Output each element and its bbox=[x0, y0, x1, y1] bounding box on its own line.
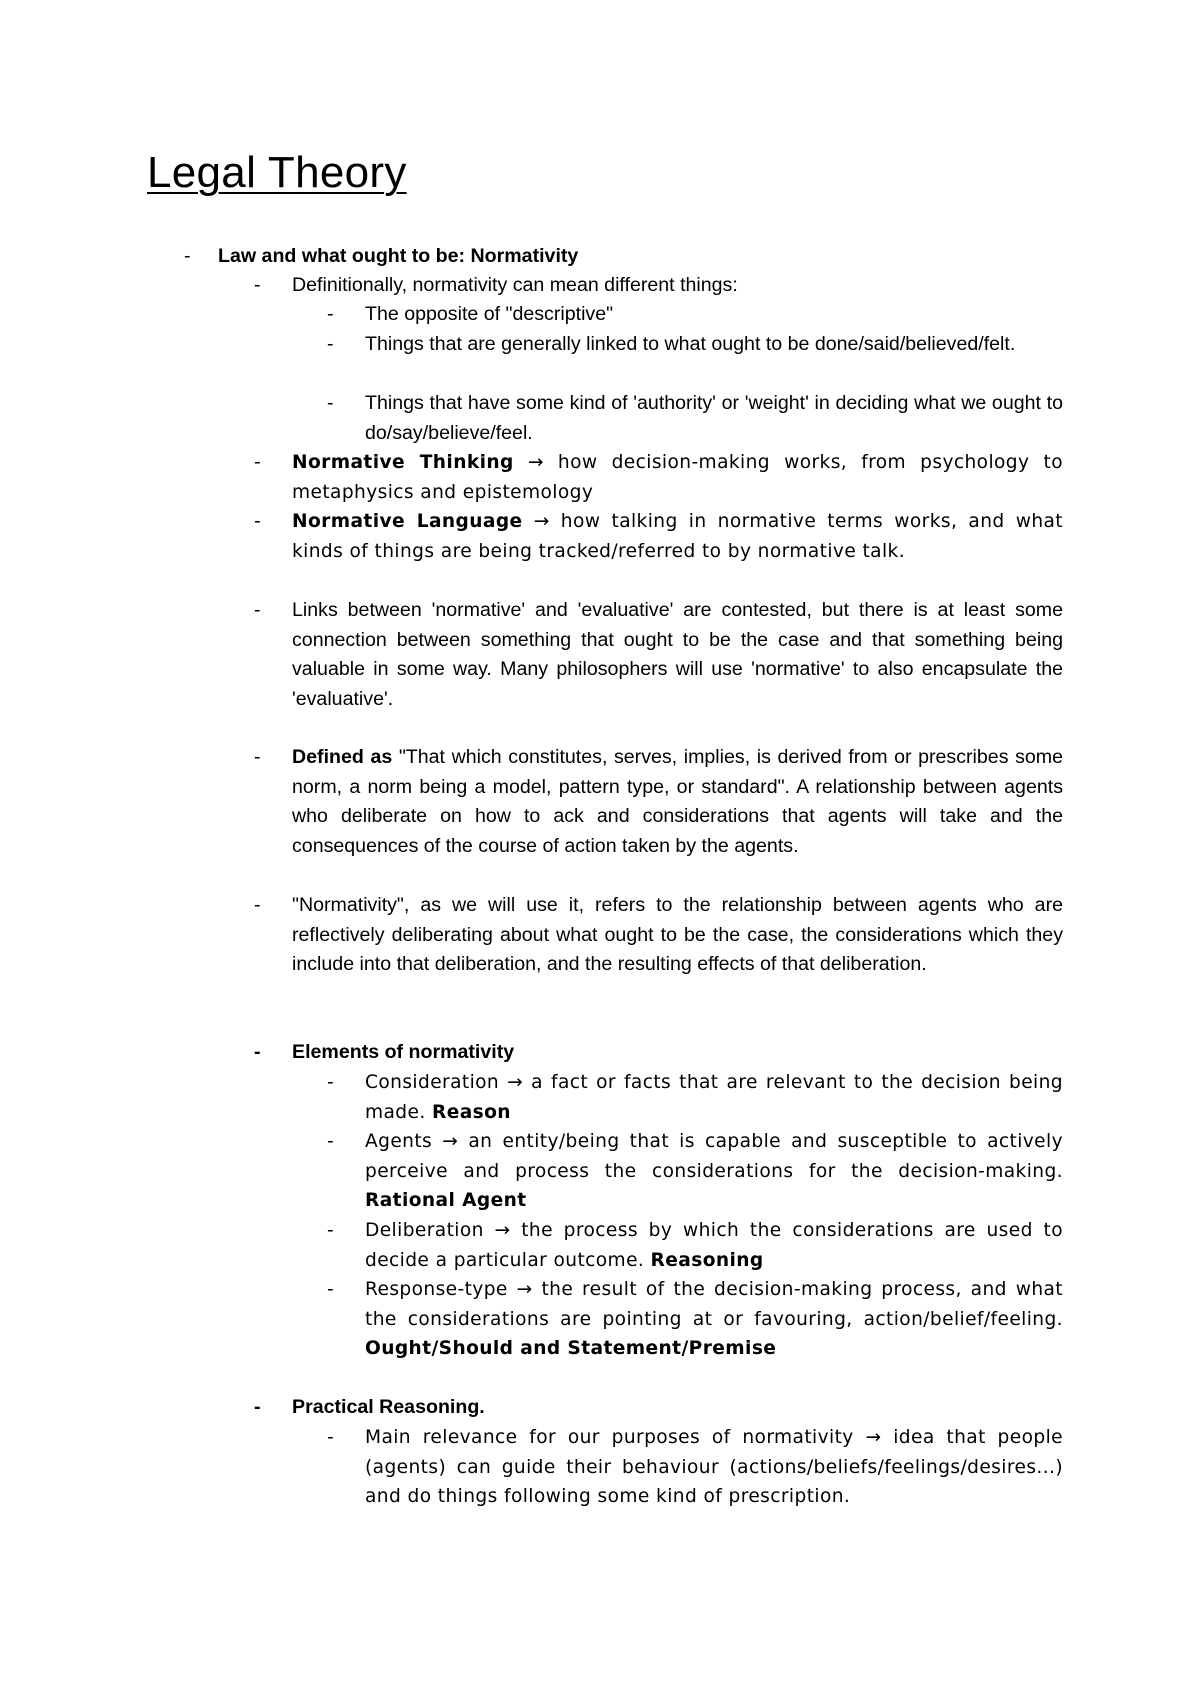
bullet-dash: - bbox=[254, 599, 261, 621]
agents-term: Rational Agent bbox=[365, 1190, 527, 1211]
heading-normativity-text: Law and what ought to be: Normativity bbox=[218, 245, 579, 267]
elements-heading bbox=[292, 1038, 1063, 1068]
elements-heading-text: Elements of normativity bbox=[292, 1041, 515, 1063]
normative-language-text bbox=[292, 507, 1063, 566]
bullet-dash: - bbox=[184, 245, 191, 267]
normative-thinking-body: → how decision-making works, from psychology to metaphysics and epistemology bbox=[292, 452, 1063, 503]
meaning-2-text: Things that are generally linked to what ought to be done/said/believed/felt. bbox=[365, 333, 1016, 355]
consideration-term: Reason bbox=[431, 1101, 511, 1123]
normative-thinking-label: Normative Thinking bbox=[292, 452, 514, 473]
bullet-dash: - bbox=[327, 1427, 335, 1448]
bullet-dash-bold: - bbox=[254, 1041, 261, 1063]
links-text: Links between 'normative' and 'evaluative' are contested, but there is at least some connection between something that ought to be the case and that something being valuable in some way. Many philosophers will use 'normative' to also encapsulate the 'evaluative'. bbox=[292, 599, 1063, 710]
agents-body: Agents → an entity/being that is capable and susceptible to actively perceive and process the considerations for the decision-making. bbox=[365, 1131, 1063, 1182]
bullet-dash: - bbox=[327, 1220, 335, 1241]
bullet-dash: - bbox=[327, 392, 334, 414]
meaning-1-text: The opposite of "descriptive" bbox=[365, 303, 614, 325]
response-type-body: Response-type → the result of the decision-making process, and what the considerations are pointing at or favouring, action/belief/feeling. bbox=[365, 1279, 1063, 1330]
bullet-dash: - bbox=[254, 452, 262, 473]
consideration-text bbox=[365, 1068, 1063, 1127]
meaning-3-text: Things that have some kind of 'authority' or 'weight' in deciding what we ought to do/say/believe/feel. bbox=[365, 392, 1063, 444]
deliberation-text bbox=[365, 1216, 1063, 1275]
defined-as-label: Defined as bbox=[292, 746, 393, 768]
definitionally-text: Definitionally, normativity can mean different things: bbox=[292, 274, 738, 296]
consideration-body: Consideration → a fact or facts that are relevant to the decision being made. bbox=[365, 1072, 1063, 1123]
bullet-dash bbox=[254, 1038, 261, 1068]
bullet-dash: - bbox=[327, 333, 334, 355]
practical-heading-text: Practical Reasoning. bbox=[292, 1396, 485, 1418]
bullet-dash: - bbox=[327, 1279, 335, 1300]
bullet-dash: - bbox=[327, 1131, 335, 1152]
response-type-term: Ought/Should and Statement/Premise bbox=[365, 1338, 777, 1359]
bullet-dash: - bbox=[254, 894, 261, 916]
deliberation-term: Reasoning bbox=[650, 1249, 764, 1271]
response-type-text bbox=[365, 1275, 1063, 1364]
normative-language-label: Normative Language bbox=[292, 511, 523, 532]
heading-normativity bbox=[218, 242, 818, 272]
normativity-use-text: "Normativity", as we will use it, refers to the relationship between agents who are reflectively deliberating about what ought to be the case, the considerations which they include into that deliberation, and the resulting effects of that deliberation. bbox=[292, 894, 1063, 975]
bullet-dash: - bbox=[254, 511, 262, 532]
agents-text bbox=[365, 1127, 1063, 1216]
bullet-dash: - bbox=[327, 303, 334, 325]
practical-relevance-text: Main relevance for our purposes of normativity → idea that people (agents) can guide their behaviour (actions/beliefs/feelings/desires...) and do things following some kind of prescription. bbox=[365, 1427, 1063, 1507]
bullet-dash: - bbox=[254, 274, 261, 296]
normative-thinking-text bbox=[292, 448, 1063, 507]
bullet-dash: - bbox=[327, 1072, 335, 1093]
page-title: Legal Theory bbox=[147, 148, 407, 197]
practical-heading bbox=[292, 1393, 1063, 1423]
defined-as-body: "That which constitutes, serves, implies, is derived from or prescribes some norm, a norm being a model, pattern type, or standard". A relationship between agents who deliberate on how to ack and considerations that agents will take and the consequences of the course of action taken by the agents. bbox=[292, 746, 1064, 857]
bullet-dash: - bbox=[254, 746, 261, 768]
normative-language-body: → how talking in normative terms works, and what kinds of things are being tracked/referred to by normative talk. bbox=[292, 511, 1063, 562]
deliberation-body: Deliberation → the process by which the considerations are used to decide a particular outcome. bbox=[365, 1220, 1063, 1271]
bullet-dash bbox=[254, 1393, 261, 1423]
defined-as-text bbox=[292, 743, 1063, 861]
bullet-dash-bold: - bbox=[254, 1396, 261, 1418]
